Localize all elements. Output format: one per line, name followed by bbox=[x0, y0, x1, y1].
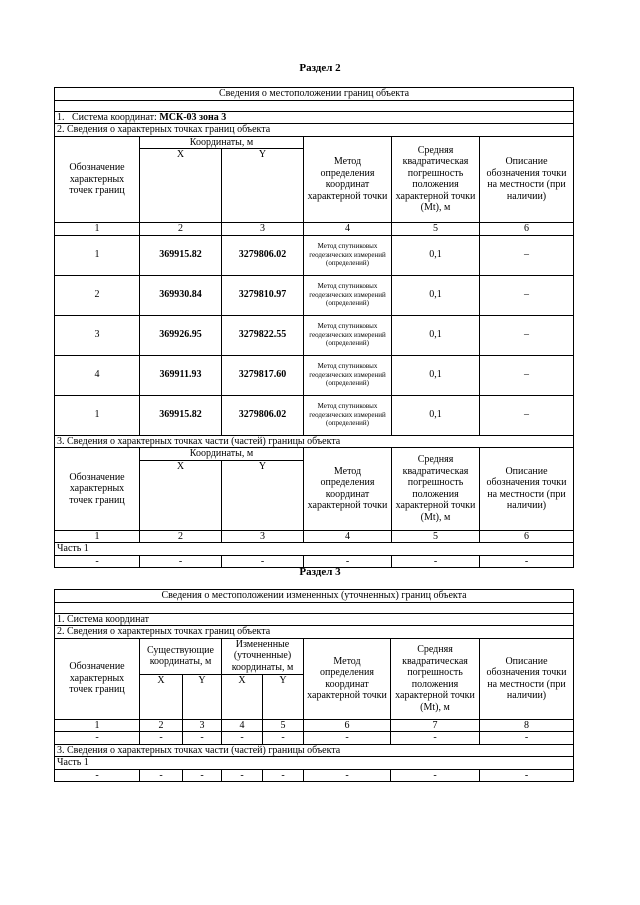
spacer-row bbox=[55, 602, 574, 613]
col-number: 2 bbox=[140, 719, 183, 732]
coord-x: 369930.84 bbox=[140, 275, 222, 315]
coord-x: 369911.93 bbox=[140, 355, 222, 395]
col-number: 4 bbox=[222, 719, 263, 732]
dash-cell: - bbox=[480, 732, 574, 745]
col-number: 2 bbox=[140, 223, 222, 236]
dash-cell: - bbox=[304, 732, 391, 745]
header-changed: Измененные (уточненные) координаты, м bbox=[222, 638, 304, 674]
part-label: Часть 1 bbox=[55, 757, 574, 770]
table-row bbox=[55, 315, 574, 355]
col-number: 2 bbox=[140, 530, 222, 543]
dash-cell: - bbox=[263, 732, 304, 745]
col-number: 5 bbox=[392, 530, 480, 543]
coord-y: 3279817.60 bbox=[222, 355, 304, 395]
col-number: 5 bbox=[392, 223, 480, 236]
table-row bbox=[55, 395, 574, 435]
dash-cell: - bbox=[222, 732, 263, 745]
coord-y: 3279806.02 bbox=[222, 235, 304, 275]
header-coordinates: Координаты, м bbox=[140, 136, 304, 149]
method-cell: Метод спутниковых геодезических измерений (определений) bbox=[304, 315, 392, 355]
parts-header-designation: Обозначение характерных точек границ bbox=[55, 448, 140, 531]
col-number: 1 bbox=[55, 223, 140, 236]
header-description: Описание обозначения точки на местности (при наличии) bbox=[480, 638, 574, 719]
dash-cell: - bbox=[140, 769, 183, 782]
method-cell: Метод спутниковых геодезических измерений (определений) bbox=[304, 235, 392, 275]
col-number: 6 bbox=[304, 719, 391, 732]
dash-cell: - bbox=[392, 555, 480, 568]
dash-cell: - bbox=[183, 732, 222, 745]
parts-header-x-blank bbox=[140, 472, 222, 530]
parts-header-x: X bbox=[140, 460, 222, 472]
point-id: 4 bbox=[55, 355, 140, 395]
desc-cell: – bbox=[480, 315, 574, 355]
dash-cell: - bbox=[391, 769, 480, 782]
parts-header-coordinates: Координаты, м bbox=[140, 448, 304, 461]
coord-system-label: 1. Система координат: bbox=[57, 111, 160, 123]
dash-cell: - bbox=[55, 732, 140, 745]
error-cell: 0,1 bbox=[392, 275, 480, 315]
header-error: Средняя квадратическая погрешность положения характерной точки (Mt), м bbox=[392, 136, 480, 223]
header-existing: Существующие координаты, м bbox=[140, 638, 222, 674]
section2-heading: Раздел 2 bbox=[299, 62, 341, 74]
dash-cell: - bbox=[55, 555, 140, 568]
coord-y: 3279810.97 bbox=[222, 275, 304, 315]
header-description: Описание обозначения точки на местности (при наличии) bbox=[480, 136, 574, 223]
col-number: 8 bbox=[480, 719, 574, 732]
header-existing-x: X bbox=[140, 674, 183, 719]
spacer-row bbox=[55, 100, 574, 111]
dash-cell: - bbox=[222, 769, 263, 782]
coord-system-row bbox=[55, 111, 574, 124]
desc-cell: – bbox=[480, 235, 574, 275]
point-id: 1 bbox=[55, 395, 140, 435]
header-y-blank bbox=[222, 161, 304, 223]
dash-cell: - bbox=[304, 769, 391, 782]
header-changed-y: Y bbox=[263, 674, 304, 719]
method-cell: Метод спутниковых геодезических измерений (определений) bbox=[304, 355, 392, 395]
coord-x: 369915.82 bbox=[140, 235, 222, 275]
error-cell: 0,1 bbox=[392, 235, 480, 275]
points-heading: 2. Сведения о характерных точках границ объекта bbox=[55, 626, 574, 639]
parts-header-error: Средняя квадратическая погрешность положения характерной точки (Mt), м bbox=[392, 448, 480, 531]
error-cell: 0,1 bbox=[392, 355, 480, 395]
header-error: Средняя квадратическая погрешность положения характерной точки (Mt), м bbox=[391, 638, 480, 719]
dash-cell: - bbox=[304, 555, 392, 568]
parts-heading: 3. Сведения о характерных точках части (частей) границы объекта bbox=[55, 744, 574, 757]
parts-heading: 3. Сведения о характерных точках части (частей) границы объекта bbox=[55, 435, 574, 448]
table-row bbox=[55, 355, 574, 395]
desc-cell: – bbox=[480, 355, 574, 395]
col-number: 3 bbox=[222, 530, 304, 543]
coord-x: 369926.95 bbox=[140, 315, 222, 355]
col-number: 1 bbox=[55, 530, 140, 543]
dash-cell: - bbox=[183, 769, 222, 782]
col-number: 7 bbox=[391, 719, 480, 732]
col-number: 1 bbox=[55, 719, 140, 732]
header-method: Метод определения координат характерной точки bbox=[304, 638, 391, 719]
method-cell: Метод спутниковых геодезических измерений (определений) bbox=[304, 275, 392, 315]
header-designation: Обозначение характерных точек границ bbox=[55, 136, 140, 223]
col-number: 4 bbox=[304, 223, 392, 236]
dash-cell: - bbox=[55, 769, 140, 782]
header-x: X bbox=[140, 149, 222, 161]
point-id: 1 bbox=[55, 235, 140, 275]
table-row bbox=[55, 275, 574, 315]
col-number: 6 bbox=[480, 530, 574, 543]
header-y: Y bbox=[222, 149, 304, 161]
parts-header-method: Метод определения координат характерной точки bbox=[304, 448, 392, 531]
desc-cell: – bbox=[480, 395, 574, 435]
header-designation: Обозначение характерных точек границ bbox=[55, 638, 140, 719]
table-row bbox=[55, 769, 574, 782]
dash-cell: - bbox=[480, 769, 574, 782]
col-number: 5 bbox=[263, 719, 304, 732]
coord-x: 369915.82 bbox=[140, 395, 222, 435]
col-number: 4 bbox=[304, 530, 392, 543]
section2-table bbox=[54, 87, 574, 568]
section2-title: Сведения о местоположении границ объекта bbox=[55, 88, 574, 101]
header-method: Метод определения координат характерной точки bbox=[304, 136, 392, 223]
dash-cell: - bbox=[480, 555, 574, 568]
point-id: 2 bbox=[55, 275, 140, 315]
section3-table bbox=[54, 589, 574, 782]
dash-cell: - bbox=[222, 555, 304, 568]
table-row bbox=[55, 235, 574, 275]
col-number: 3 bbox=[183, 719, 222, 732]
dash-cell: - bbox=[391, 732, 480, 745]
header-x-blank bbox=[140, 161, 222, 223]
coord-system-row: 1. Система координат bbox=[55, 613, 574, 626]
col-number: 6 bbox=[480, 223, 574, 236]
parts-header-y: Y bbox=[222, 460, 304, 472]
parts-header-y-blank bbox=[222, 472, 304, 530]
coord-y: 3279806.02 bbox=[222, 395, 304, 435]
error-cell: 0,1 bbox=[392, 395, 480, 435]
error-cell: 0,1 bbox=[392, 315, 480, 355]
parts-header-description: Описание обозначения точки на местности (при наличии) bbox=[480, 448, 574, 531]
point-id: 3 bbox=[55, 315, 140, 355]
coord-system-value: МСК-03 зона 3 bbox=[159, 111, 227, 123]
col-number: 3 bbox=[222, 223, 304, 236]
dash-cell: - bbox=[140, 555, 222, 568]
dash-cell: - bbox=[263, 769, 304, 782]
section3-heading: Раздел 3 bbox=[299, 566, 341, 578]
coord-y: 3279822.55 bbox=[222, 315, 304, 355]
dash-cell: - bbox=[140, 732, 183, 745]
section3-title: Сведения о местоположении измененных (уточненных) границ объекта bbox=[55, 590, 574, 603]
points-heading: 2. Сведения о характерных точках границ объекта bbox=[55, 124, 574, 137]
desc-cell: – bbox=[480, 275, 574, 315]
method-cell: Метод спутниковых геодезических измерений (определений) bbox=[304, 395, 392, 435]
part-label: Часть 1 bbox=[55, 543, 574, 556]
header-changed-x: X bbox=[222, 674, 263, 719]
header-existing-y: Y bbox=[183, 674, 222, 719]
table-row bbox=[55, 732, 574, 745]
